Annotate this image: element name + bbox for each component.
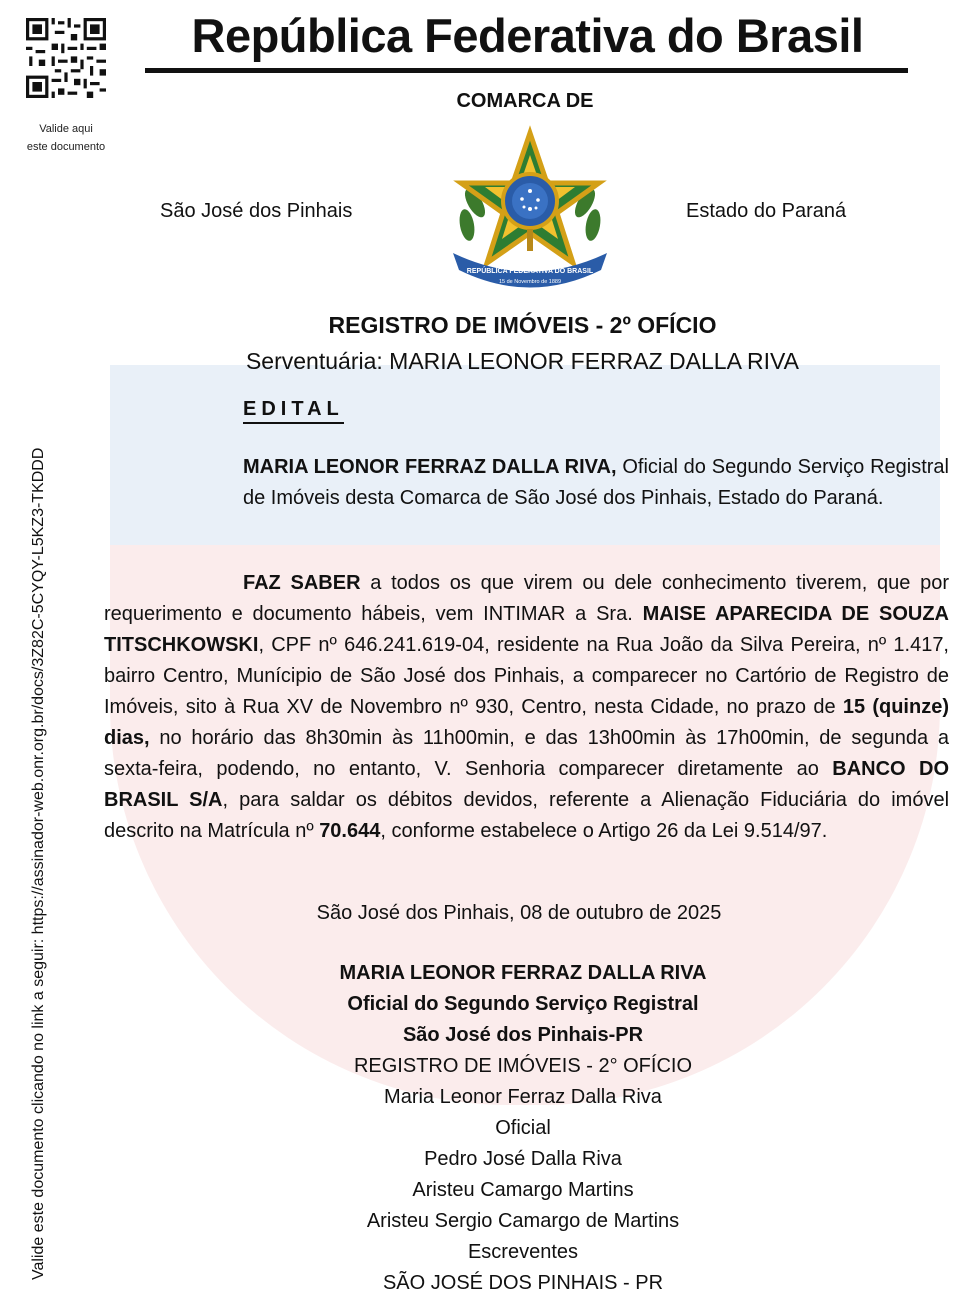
officer-name: MARIA LEONOR FERRAZ DALLA RIVA, bbox=[243, 456, 617, 478]
edital-heading: EDITAL bbox=[243, 398, 344, 424]
stamp-line: Escreventes bbox=[467, 1241, 579, 1263]
signer-place: São José dos Pinhais-PR bbox=[402, 1024, 644, 1046]
registry-title: REGISTRO DE IMÓVEIS - 2º OFÍCIO bbox=[328, 312, 717, 338]
qr-code-icon[interactable] bbox=[26, 18, 106, 98]
comarca-label: COMARCA DE bbox=[456, 90, 594, 112]
edital-paragraph-1 bbox=[243, 452, 949, 514]
page-title: República Federativa do Brasil bbox=[191, 9, 864, 62]
paragraph-1-text: Oficial do Segundo Serviço Registral de Imóveis desta Comarca de São José dos Pinhais, Estado do Paraná. bbox=[243, 456, 949, 509]
matricula-number: 70.644 bbox=[319, 820, 381, 842]
deadline: 15 (quinze) dias, bbox=[104, 696, 949, 749]
faz-saber: FAZ SABER bbox=[243, 572, 361, 594]
stamp-line: SÃO JOSÉ DOS PINHAIS - PR bbox=[382, 1272, 664, 1294]
intimated-name: MAISE APARECIDA DE SOUZA TITSCHKOWSKI bbox=[104, 603, 949, 656]
signature-block bbox=[104, 958, 942, 1299]
document-date: São José dos Pinhais, 08 de outubro de 2025 bbox=[316, 902, 722, 924]
registry-officer: Serventuária: MARIA LEONOR FERRAZ DALLA RIVA bbox=[245, 348, 800, 374]
stamp-line: Pedro José Dalla Riva bbox=[424, 1148, 622, 1170]
paragraph-2-text-d: , para saldar os débitos devidos, referente a Alienação Fiduciária do imóvel descrito na Matrícula nº bbox=[104, 789, 950, 842]
stamp-line: Maria Leonor Ferraz Dalla Riva bbox=[384, 1086, 662, 1108]
state-name: Estado do Paraná bbox=[686, 200, 847, 222]
stamp-line: Aristeu Sergio Camargo de Martins bbox=[366, 1210, 680, 1232]
coat-of-arms-icon bbox=[445, 125, 615, 295]
edital-paragraph-2 bbox=[104, 568, 949, 847]
signer-name: MARIA LEONOR FERRAZ DALLA RIVA bbox=[339, 962, 707, 984]
seal-text: REPÚBLICA FEDERATIVA DO BRASIL bbox=[466, 268, 594, 275]
title-underline bbox=[145, 68, 908, 73]
bank-name: BANCO DO BRASIL S/A bbox=[104, 758, 950, 811]
seal-date: 15 de Novembro de 1889 bbox=[498, 279, 562, 285]
signer-role: Oficial do Segundo Serviço Registral bbox=[347, 993, 699, 1015]
city-name: São José dos Pinhais bbox=[160, 200, 353, 222]
paragraph-2-text-a: a todos os que virem ou dele conhecimento tiverem, que por requerimento e documento hábeis, vem INTIMAR a Sra. bbox=[104, 572, 950, 625]
paragraph-2-text-c: no horário das 8h30min às 11h00min, e das 13h00min às 17h00min, de segunda a sexta-feira, podendo, no entanto, V. Senhoria comparecer diretamente ao bbox=[104, 727, 949, 780]
stamp-line: Oficial bbox=[495, 1117, 551, 1139]
validation-link[interactable]: Valide este documento clicando no link a seguir: https://assinador-web.onr.org.br/docs/3Z82C-5CYQY-L5KZ3-TKDDD bbox=[30, 447, 47, 1280]
stamp-line: Aristeu Camargo Martins bbox=[412, 1179, 634, 1201]
stamp-line: REGISTRO DE IMÓVEIS - 2° OFÍCIO bbox=[353, 1055, 693, 1077]
qr-caption: Valide aqui este documento bbox=[26, 123, 106, 153]
paragraph-2-text-b: , CPF nº 646.241.619-04, residente na Rua João da Silva Pereira, nº 1.417, bairro Centro, Munícipio de São José dos Pinhais, a comparecer no Cartório de Registro de Imóveis, sito à Rua XV de Novembro nº 930, Centro, nesta Cidade, no prazo de bbox=[104, 634, 949, 718]
paragraph-2-text-e: , conforme estabelece o Artigo 26 da Lei 9.514/97. bbox=[380, 820, 828, 842]
